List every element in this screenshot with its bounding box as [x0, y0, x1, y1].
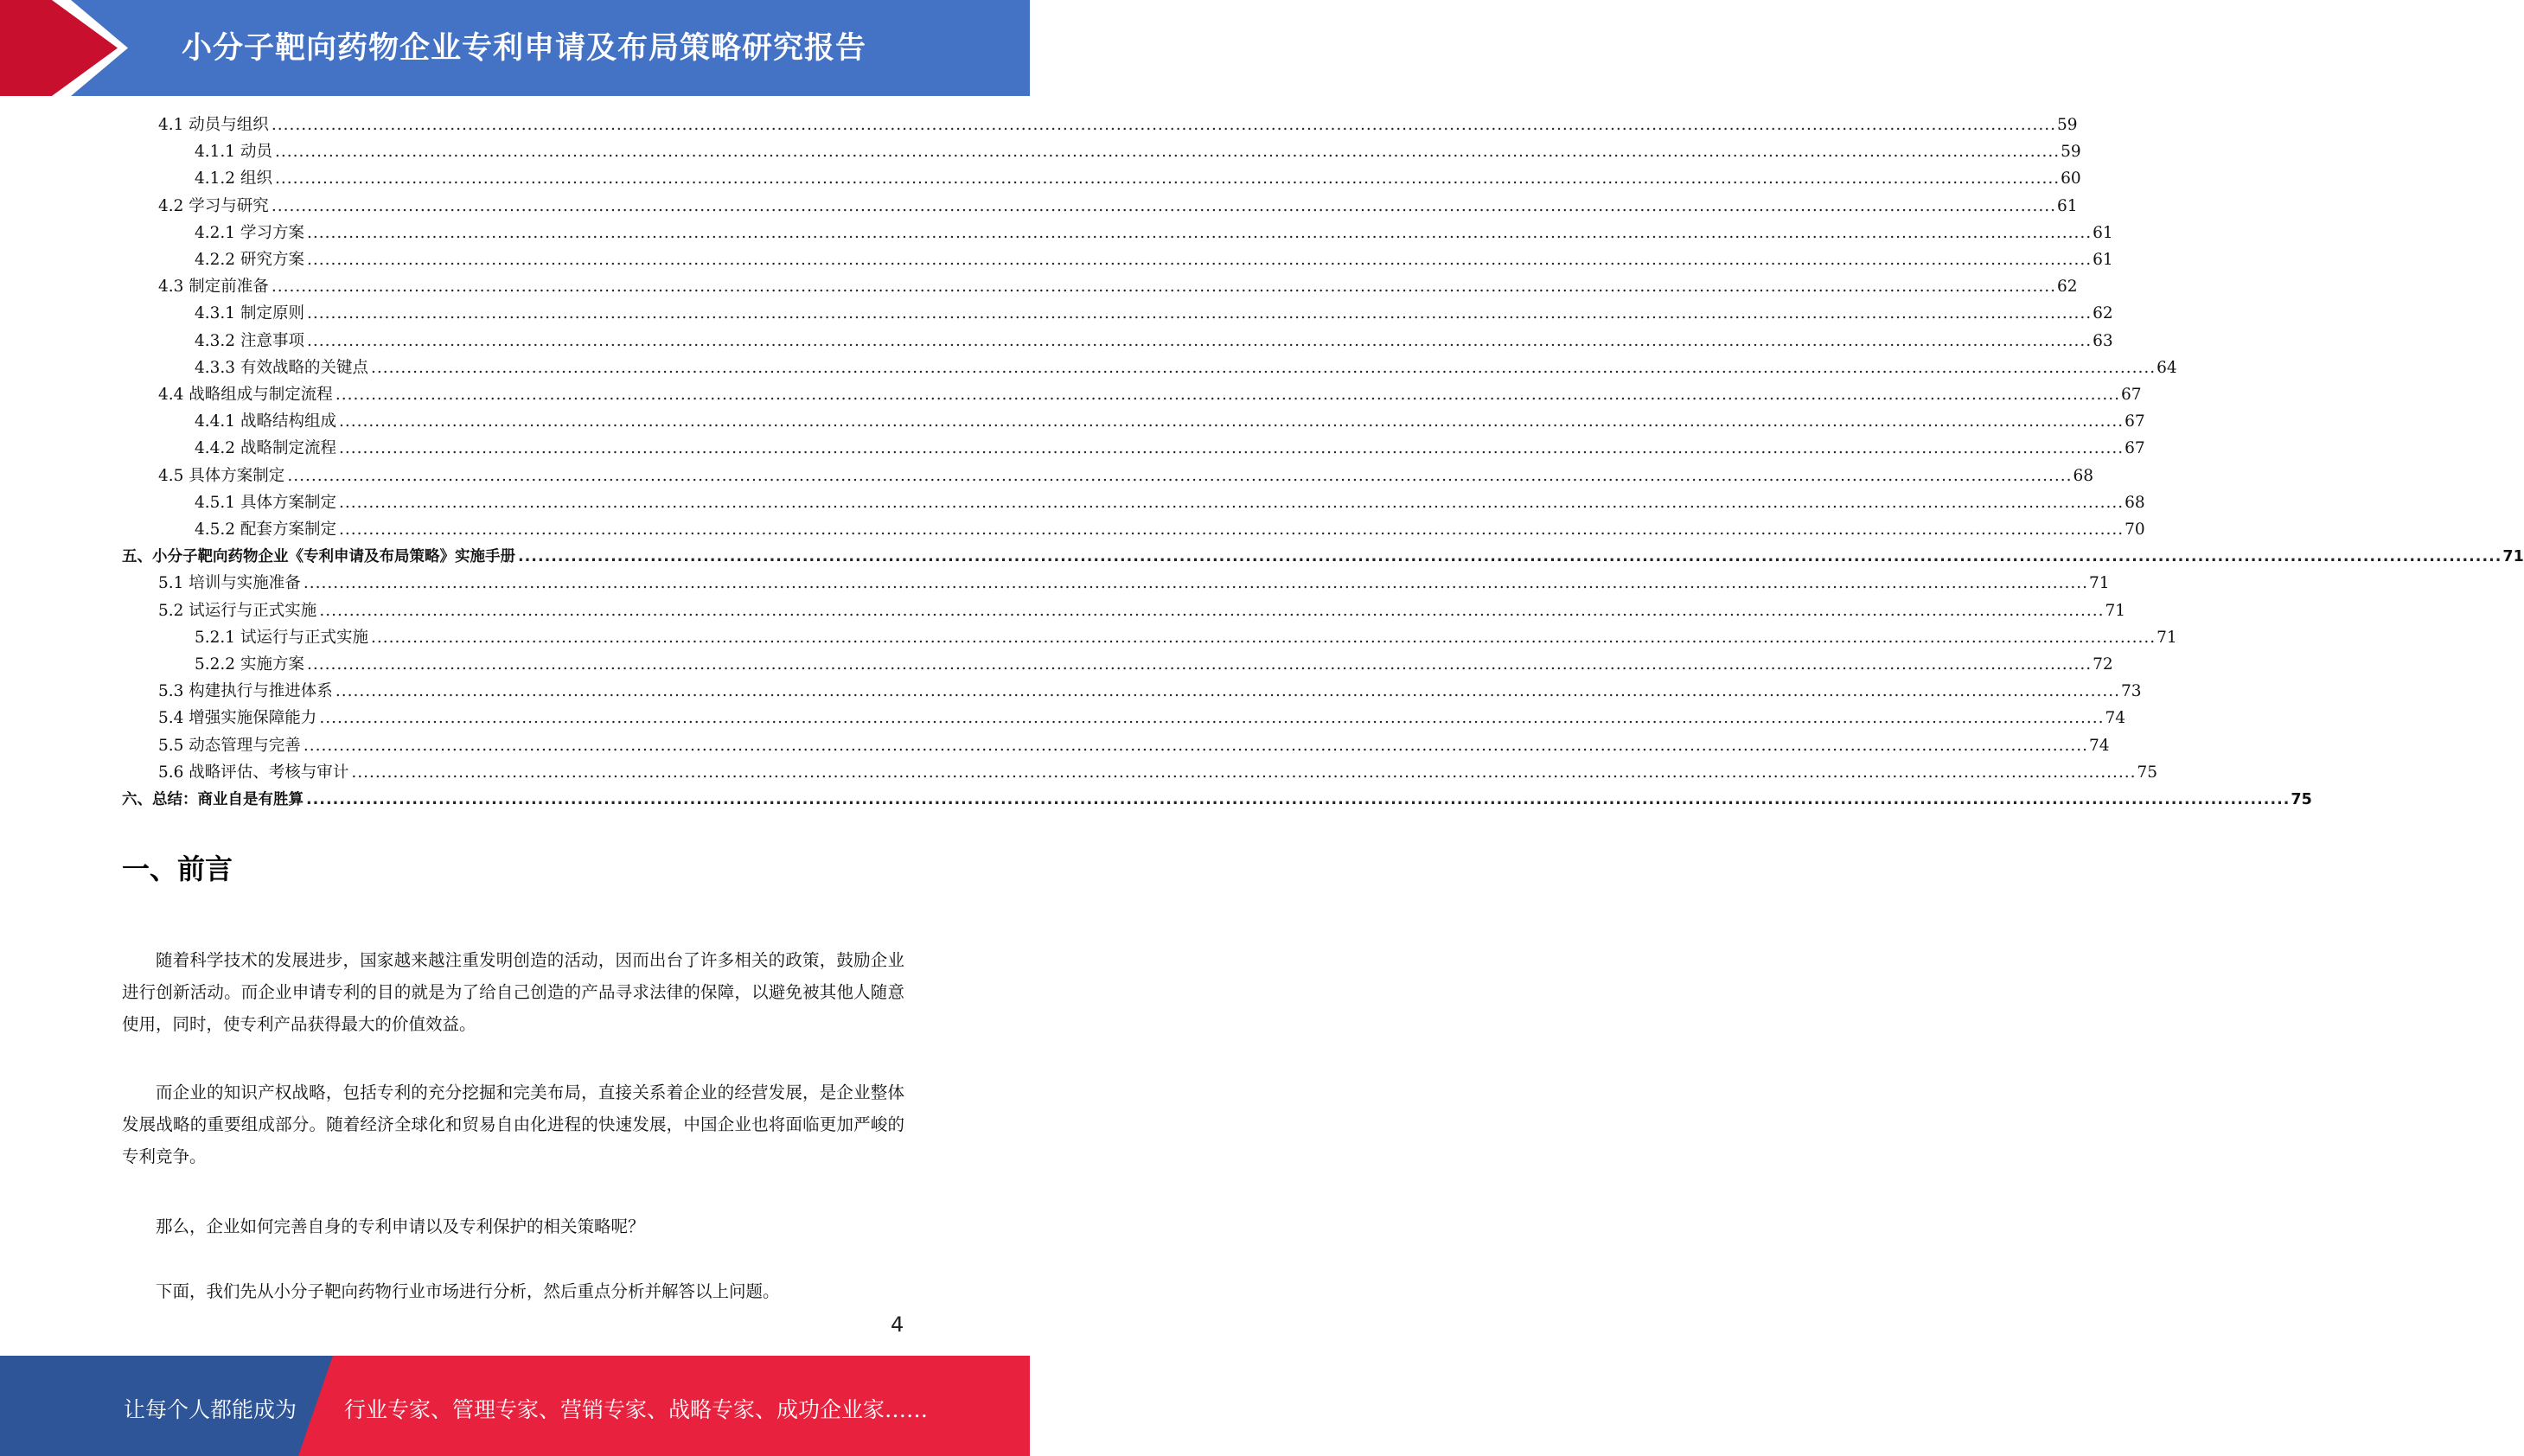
toc-entry-page: 61 — [2093, 223, 2113, 242]
toc-entry[interactable] — [158, 596, 2126, 622]
toc-leader-dots: ............................................................................................................................................................................................................................................................................................................ — [319, 709, 2105, 728]
toc-leader-dots: ............................................................................................................................................................................................................................................................................................................ — [274, 143, 2061, 162]
toc-entry[interactable] — [195, 488, 2145, 514]
toc-leader-dots: ............................................................................................................................................................................................................................................................................................................ — [306, 791, 2291, 808]
toc-entry-label: 4.1.1 动员 — [195, 143, 272, 162]
toc-leader-dots: ............................................................................................................................................................................................................................................................................................................ — [518, 548, 2502, 566]
toc-leader-dots: ............................................................................................................................................................................................................................................................................................................ — [306, 251, 2093, 269]
toc-leader-dots: ............................................................................................................................................................................................................................................................................................................ — [271, 196, 2056, 215]
toc-entry-page: 61 — [2057, 196, 2078, 215]
toc-entry-page: 59 — [2057, 116, 2078, 134]
toc-entry-label: 4.3 制定前准备 — [158, 278, 269, 297]
toc-entry-page: 71 — [2105, 601, 2126, 620]
toc-entry-label: 5.2.1 试运行与正式实施 — [195, 628, 368, 647]
toc-entry[interactable] — [158, 757, 2158, 783]
toc-entry-page: 62 — [2093, 304, 2113, 323]
toc-entry-page: 60 — [2061, 169, 2081, 188]
toc-leader-dots: ............................................................................................................................................................................................................................................................................................................ — [351, 763, 2137, 782]
toc-entry[interactable] — [158, 271, 2078, 297]
toc-entry-label: 4.2.2 研究方案 — [195, 251, 304, 269]
toc-leader-dots: ............................................................................................................................................................................................................................................................................................................ — [338, 493, 2125, 512]
toc-leader-dots: ............................................................................................................................................................................................................................................................................................................ — [306, 655, 2093, 674]
toc-entry-label: 4.4.1 战略结构组成 — [195, 412, 336, 431]
toc-entry-label: 4.2 学习与研究 — [158, 196, 269, 215]
toc-entry[interactable] — [158, 191, 2078, 217]
toc-entry[interactable] — [122, 784, 2312, 810]
toc-entry[interactable] — [158, 568, 2110, 594]
toc-entry-label: 4.5.1 具体方案制定 — [195, 493, 336, 512]
toc-leader-dots: ............................................................................................................................................................................................................................................................................................................ — [303, 574, 2088, 593]
toc-entry[interactable] — [158, 461, 2094, 487]
toc-entry-page: 74 — [2105, 709, 2126, 728]
toc-entry-page: 64 — [2157, 358, 2177, 377]
toc-entry-page: 59 — [2061, 143, 2081, 162]
toc-entry-page: 63 — [2093, 331, 2113, 350]
toc-leader-dots: ............................................................................................................................................................................................................................................................................................................ — [271, 278, 2056, 297]
toc-entry[interactable] — [158, 676, 2142, 702]
toc-leader-dots: ............................................................................................................................................................................................................................................................................................................ — [338, 439, 2125, 458]
toc-leader-dots: ............................................................................................................................................................................................................................................................................................................ — [306, 304, 2093, 323]
report-title: 小分子靶向药物企业专利申请及布局策略研究报告 — [182, 31, 867, 66]
toc-entry-page: 67 — [2125, 439, 2145, 458]
toc-entry[interactable] — [195, 353, 2177, 379]
toc-entry[interactable] — [195, 137, 2081, 163]
toc-entry-label: 4.3.3 有效战略的关键点 — [195, 358, 368, 377]
toc-entry-page: 75 — [2137, 763, 2158, 782]
toc-entry-label: 4.4 战略组成与制定流程 — [158, 386, 333, 404]
paragraph-4: 下面，我们先从小分子靶向药物行业市场进行分析，然后重点分析并解答以上问题。 — [156, 1280, 780, 1301]
toc-leader-dots: ............................................................................................................................................................................................................................................................................................................ — [338, 412, 2125, 431]
toc-entry-label: 4.5 具体方案制定 — [158, 466, 285, 485]
toc-entry-page: 61 — [2093, 251, 2113, 269]
section-heading: 一、前言 — [122, 853, 233, 885]
footer-slogan-right: 行业专家、管理专家、营销专家、战略专家、成功企业家…… — [344, 1397, 929, 1422]
toc-leader-dots: ............................................................................................................................................................................................................................................................................................................ — [306, 223, 2093, 242]
toc-entry-label: 4.1.2 组织 — [195, 169, 272, 188]
paragraph-2: 而企业的知识产权战略，包括专利的充分挖掘和完美布局，直接关系着企业的经营发展，是企业整体发展战略的重要组成部分。随着经济全球化和贸易自由化进程的快速发展，中国企业也将面临更加严峻的专利竞争。 — [122, 1082, 904, 1166]
toc-leader-dots: ............................................................................................................................................................................................................................................................................................................ — [335, 682, 2120, 701]
toc-entry-label: 五、小分子靶向药物企业《专利申请及布局策略》实施手册 — [122, 548, 515, 566]
toc-entry[interactable] — [195, 245, 2113, 271]
header-banner — [0, 0, 1030, 96]
toc-entry[interactable] — [122, 541, 2524, 567]
toc-entry[interactable] — [158, 110, 2078, 136]
toc-entry-label: 5.5 动态管理与完善 — [158, 736, 301, 755]
toc-entry[interactable] — [195, 514, 2145, 540]
toc-entry-page: 73 — [2121, 682, 2142, 701]
toc-entry[interactable] — [195, 623, 2177, 648]
toc-entry[interactable] — [195, 298, 2113, 324]
toc-entry-label: 4.3.2 注意事项 — [195, 331, 304, 350]
toc-entry[interactable] — [195, 163, 2081, 189]
toc-entry[interactable] — [158, 703, 2126, 729]
toc-leader-dots: ............................................................................................................................................................................................................................................................................................................ — [319, 601, 2105, 620]
toc-entry-label: 5.6 战略评估、考核与审计 — [158, 763, 349, 782]
toc-entry[interactable] — [195, 326, 2113, 352]
toc-leader-dots: ............................................................................................................................................................................................................................................................................................................ — [303, 736, 2088, 755]
paragraph-1: 随着科学技术的发展进步，国家越来越注重发明创造的活动，因而出台了许多相关的政策，鼓励企业进行创新活动。而企业申请专利的目的就是为了给自己创造的产品寻求法律的保障，以避免被其他人随意使用，同时，使专利产品获得最大的价值效益。 — [122, 949, 904, 1034]
toc-entry-page: 71 — [2157, 628, 2177, 647]
toc-leader-dots: ............................................................................................................................................................................................................................................................................................................ — [274, 169, 2061, 188]
toc-entry[interactable] — [195, 218, 2113, 244]
toc-entry-page: 71 — [2502, 548, 2524, 566]
toc-entry-label: 5.4 增强实施保障能力 — [158, 709, 317, 728]
chevron-icon — [0, 0, 138, 96]
paragraph-3: 那么，企业如何完善自身的专利申请以及专利保护的相关策略呢？ — [156, 1216, 645, 1236]
toc-entry-page: 71 — [2089, 574, 2110, 593]
toc-entry-label: 5.2.2 实施方案 — [195, 655, 304, 674]
page-number: 4 — [891, 1312, 904, 1337]
toc-entry-label: 4.5.2 配套方案制定 — [195, 520, 336, 539]
toc-entry-page: 67 — [2125, 412, 2145, 431]
toc-leader-dots: ............................................................................................................................................................................................................................................................................................................ — [287, 466, 2073, 485]
toc-entry-page: 62 — [2057, 278, 2078, 297]
toc-entry-label: 4.1 动员与组织 — [158, 116, 269, 134]
toc-entry[interactable] — [195, 406, 2145, 432]
toc-entry-label: 5.2 试运行与正式实施 — [158, 601, 317, 620]
toc-entry-page: 72 — [2093, 655, 2113, 674]
toc-entry-page: 68 — [2125, 493, 2145, 512]
toc-entry-label: 5.3 构建执行与推进体系 — [158, 682, 333, 701]
toc-entry-page: 75 — [2291, 791, 2312, 808]
toc-entry[interactable] — [195, 433, 2145, 459]
toc-leader-dots: ............................................................................................................................................................................................................................................................................................................ — [271, 116, 2056, 134]
toc-entry-label: 4.4.2 战略制定流程 — [195, 439, 336, 458]
toc-entry-label: 5.1 培训与实施准备 — [158, 574, 301, 593]
toc-entry-page: 70 — [2125, 520, 2145, 539]
toc-entry-page: 67 — [2121, 386, 2142, 404]
toc-entry-label: 六、总结：商业自是有胜算 — [122, 791, 304, 808]
toc-entry[interactable] — [195, 649, 2113, 675]
toc-entry-label: 4.3.1 制定原则 — [195, 304, 304, 323]
toc-leader-dots: ............................................................................................................................................................................................................................................................................................................ — [306, 331, 2093, 350]
toc-leader-dots: ............................................................................................................................................................................................................................................................................................................ — [335, 386, 2120, 404]
toc-leader-dots: ............................................................................................................................................................................................................................................................................................................ — [370, 358, 2157, 377]
toc-entry-label: 4.2.1 学习方案 — [195, 223, 304, 242]
footer-slogan-left: 让每个人都能成为 — [124, 1397, 297, 1422]
toc-entry[interactable] — [158, 380, 2142, 406]
footer-banner — [0, 1356, 1030, 1456]
toc-leader-dots: ............................................................................................................................................................................................................................................................................................................ — [338, 520, 2125, 539]
toc-leader-dots: ............................................................................................................................................................................................................................................................................................................ — [370, 628, 2157, 647]
toc-entry[interactable] — [158, 731, 2110, 757]
toc-entry-page: 68 — [2073, 466, 2094, 485]
toc-entry-page: 74 — [2089, 736, 2110, 755]
